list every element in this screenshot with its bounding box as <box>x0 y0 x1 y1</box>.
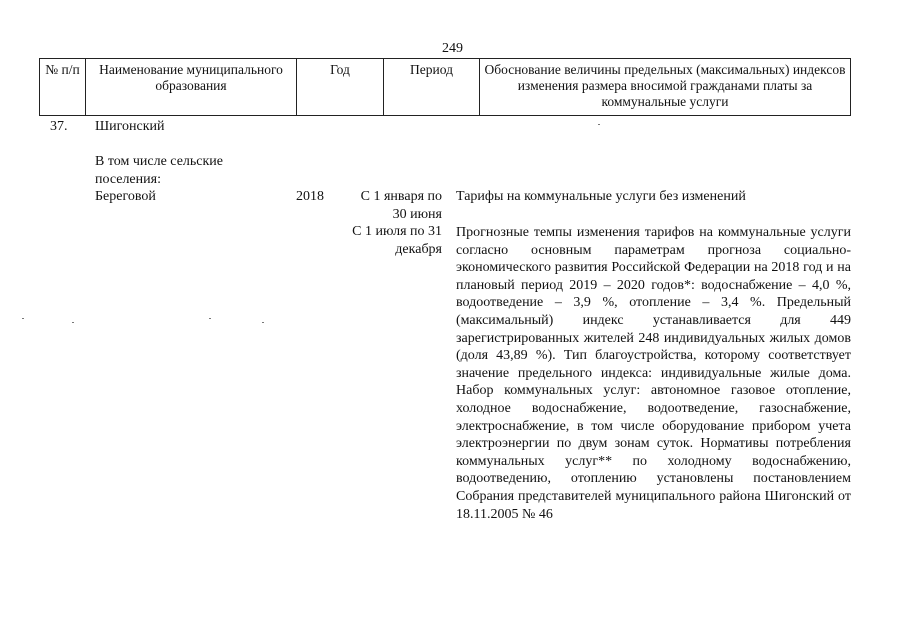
scan-speck <box>598 124 600 125</box>
scan-speck <box>22 318 24 319</box>
year: 2018 <box>296 189 324 204</box>
scan-speck <box>262 322 264 323</box>
municipality-name: Шигонский <box>95 119 165 134</box>
header-municipality: Наименование муниципального образования <box>86 59 297 115</box>
period-first-half: С 1 января по 30 июня <box>360 189 442 222</box>
row-number: 37. <box>50 119 68 134</box>
tariff-note: Тарифы на коммунальные услуги без изменений <box>456 189 746 204</box>
scan-speck <box>209 318 211 319</box>
header-justification: Обоснование величины предельных (максимальных) индексов изменения размера вносимой гражданами платы за коммунальные услуги <box>484 62 846 109</box>
header-year: Год <box>297 59 384 115</box>
header-period: Период <box>384 59 480 115</box>
page-number: 249 <box>442 41 463 56</box>
header-number: № п/п <box>40 59 86 115</box>
scan-speck <box>72 322 74 323</box>
forecast-text: Прогнозные темпы изменения тарифов на коммунальные услуги согласно основным параметрам прогноза социально-экономического развития Российской Федерации на 2018 год и на плановый период 2019 – 2020 годов*: водоснабжение – 4,0 %, водоотведение – 3,9 %, отопление – 3,4 %. Предельный (максимальный) индекс устанавливается для 449 зарегистрированных жителей 248 индивидуальных жилых домов (доля 43,89 %). Тип благоустройства, которому соответствует значение предельного индекса: индивидуальные жилые дома. Набор коммунальных услуг: автономное газовое отопление, холодное водоснабжение, водоотведение, газоснабжение, электроснабжение, в том числе оборудование прибором учета электроэнергии по двум зонам суток. Нормативы потребления коммунальных услуг** по холодному водоснабжению, водоотведению, отоплению установлены постановлением Собрания представителей муниципального района Шигонский от 18.11.2005 № 46 <box>456 225 851 522</box>
table-header <box>39 58 851 116</box>
subheading: В том числе сельские поселения: <box>95 154 224 187</box>
settlement-name: Береговой <box>95 189 156 204</box>
period-list <box>350 188 442 258</box>
period-second-half: С 1 июля по 31 декабря <box>352 224 442 257</box>
